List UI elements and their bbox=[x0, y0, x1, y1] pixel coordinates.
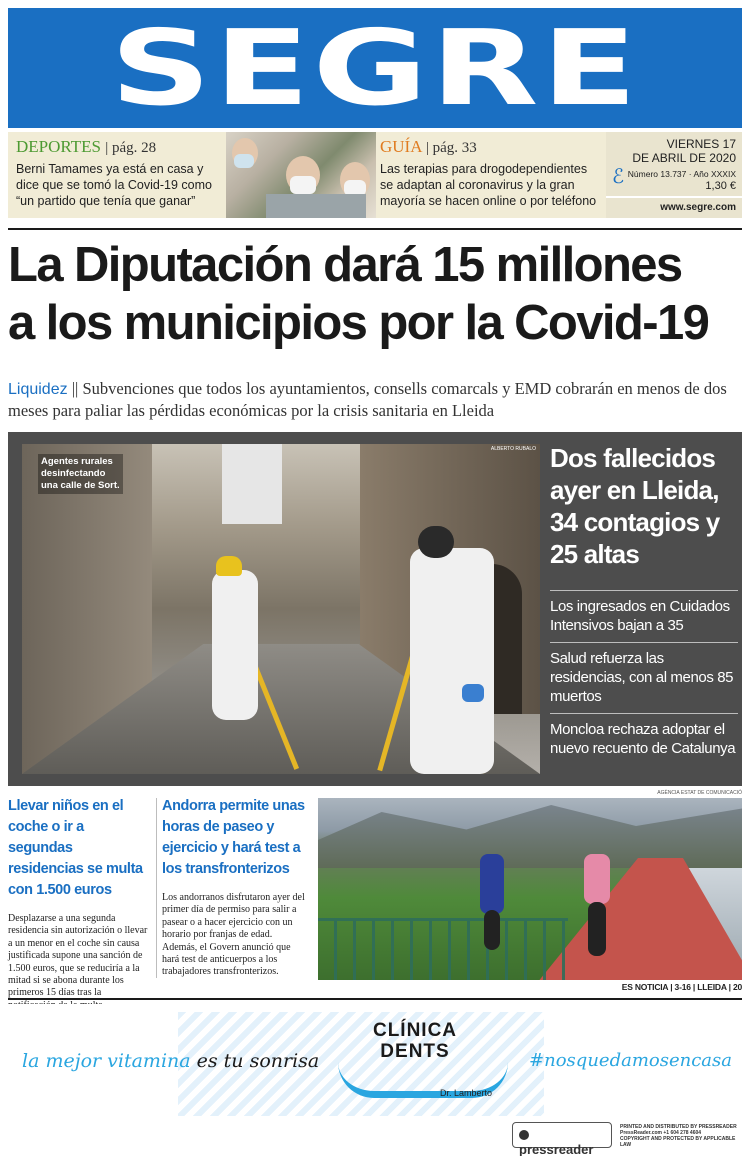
advertisement[interactable] bbox=[8, 1004, 742, 1116]
fine-print-line-2: PressReader.com +1 604 278 4604 bbox=[620, 1130, 702, 1136]
photo-caption-line-2: desinfectando bbox=[41, 468, 106, 479]
fine-print-line-1: PRINTED AND DISTRIBUTED BY PRESSREADER bbox=[620, 1124, 737, 1130]
story-body: Los andorranos disfrutaron ayer del primer día de permiso para salir a pasear o a hacer ejercicio con un horario por franjas de edad. Además, el Govern anunció que hará test de anticuerpos a los trabajadores transfronterizos. bbox=[162, 892, 305, 978]
story-headline: Llevar niños en el coche o ir a segundas residencias se multa con 1.500 euros bbox=[8, 798, 143, 898]
teaser-strip bbox=[8, 132, 742, 218]
teaser-deportes[interactable] bbox=[16, 136, 226, 209]
sidebar-item[interactable]: Los ingresados en Cuidados Intensivos bajan a 35 bbox=[550, 590, 738, 642]
teaser-page-sep: | bbox=[105, 140, 112, 156]
subhead-kicker: Liquidez bbox=[8, 381, 68, 398]
teaser-page-sep: | bbox=[425, 140, 433, 156]
teaser-deportes-head bbox=[16, 136, 226, 159]
pressreader-icon bbox=[519, 1130, 529, 1140]
issue-day: VIERNES 17 bbox=[666, 137, 736, 151]
column-divider bbox=[156, 798, 157, 978]
teaser-page: pág. 33 bbox=[432, 140, 477, 156]
teaser-section: GUÍA bbox=[380, 137, 422, 156]
newspaper-title: SEGRE bbox=[110, 7, 640, 129]
lead-photo-block bbox=[8, 432, 742, 786]
andorra-photo[interactable] bbox=[318, 798, 742, 980]
teaser-page: pág. 28 bbox=[111, 140, 157, 156]
ad-slogan bbox=[22, 1050, 319, 1072]
date-divider bbox=[606, 196, 742, 198]
ad-hashtag: #nosquedamosencasa bbox=[529, 1050, 732, 1071]
sidebar-item[interactable]: Moncloa rechaza adoptar el nuevo recuento de Catalunya bbox=[550, 713, 738, 765]
ad-slogan-dark: es tu sonrisa bbox=[196, 1050, 320, 1072]
subhead-text: Subvenciones que todos los ayuntamientos, consells comarcals y EMD cobrarán en menos de dos meses para paliar las pérdidas económicas por la crisis sanitaria en Lleida bbox=[8, 379, 727, 420]
photo-caption bbox=[38, 454, 123, 494]
headline-line-2: a los municipios por la Covid-19 bbox=[8, 296, 709, 350]
sidebar-item[interactable]: Salud refuerza las residencias, con al menos 85 muertos bbox=[550, 642, 738, 713]
issue-date bbox=[632, 137, 736, 165]
photo-credit: ALBERTO RUBALO bbox=[490, 446, 536, 452]
main-headline[interactable] bbox=[8, 236, 742, 352]
ad-clinic-name bbox=[360, 1020, 470, 1062]
lead-photo[interactable] bbox=[22, 444, 540, 774]
segre-logo-icon: ℰ bbox=[612, 164, 625, 188]
fine-print-line-3: COPYRIGHT AND PROTECTED BY APPLICABLE LAW bbox=[620, 1136, 736, 1148]
masthead bbox=[8, 8, 742, 128]
ad-rule bbox=[8, 998, 742, 1000]
story-body: Desplazarse a una segunda residencia sin autorización o llevar a un menor en el coche sin causa justificada supone una sanción de 1.500 euros, que se reduciría a la mitad si se abona durante los primeros 15 días tras la bbox=[8, 913, 148, 999]
issue-full-date: DE ABRIL DE 2020 bbox=[632, 151, 736, 165]
teaser-section: DEPORTES bbox=[16, 137, 101, 156]
issue-price: 1,30 € bbox=[705, 180, 736, 192]
teaser-text: Las terapias para drogodependientes se adaptan al coronavirus y la gran mayoría se hacen online o por teléfono bbox=[380, 162, 597, 208]
ad-doctor: Dr. Lamberto bbox=[440, 1088, 493, 1098]
headline-line-1: La Diputación dará 15 millones bbox=[8, 238, 682, 292]
story-andorra[interactable] bbox=[162, 796, 308, 979]
issue-number: Número 13.737 · Año XXXIX bbox=[627, 169, 736, 179]
teaser-guia[interactable] bbox=[380, 136, 600, 209]
teaser-guia-head bbox=[380, 136, 600, 159]
pressreader-fine-print bbox=[620, 1124, 744, 1148]
teaser-text: Berni Tamames ya está en casa y dice que se tomó la Covid-19 como “un partido que tenía que ganar” bbox=[16, 162, 212, 208]
subhead-separator: || bbox=[71, 379, 79, 398]
story-headline: Andorra permite unas horas de paseo y ejercicio y hará test a los transfronterizos bbox=[162, 798, 305, 877]
story-fines[interactable] bbox=[8, 796, 150, 1012]
main-subhead bbox=[8, 378, 742, 421]
photo-caption-line-1: Agentes rurales bbox=[41, 456, 113, 467]
website-link[interactable]: www.segre.com bbox=[660, 202, 736, 213]
teaser-photo bbox=[226, 132, 376, 218]
ad-clinic-line-2: DENTS bbox=[380, 1041, 450, 1062]
inside-page-ref: ES NOTICIA | 3-16 | LLEIDA | 20 bbox=[621, 982, 742, 992]
ad-slogan-blue: la mejor vitamina bbox=[22, 1050, 191, 1072]
pressreader-label: pressreader bbox=[519, 1142, 594, 1156]
sidebar-items bbox=[550, 590, 738, 765]
date-block bbox=[606, 132, 742, 218]
sidebar-headline[interactable]: Dos fallecidos ayer en Lleida, 34 contagios y 25 altas bbox=[550, 443, 720, 569]
photo2-credit: AGÈNCIA ESTAT DE COMUNICACIÓ bbox=[657, 790, 742, 796]
pressreader-badge[interactable] bbox=[512, 1122, 612, 1156]
ad-clinic-line-1: CLÍNICA bbox=[372, 1020, 458, 1041]
photo-caption-line-3: una calle de Sort. bbox=[41, 480, 120, 491]
headline-rule bbox=[8, 228, 742, 230]
